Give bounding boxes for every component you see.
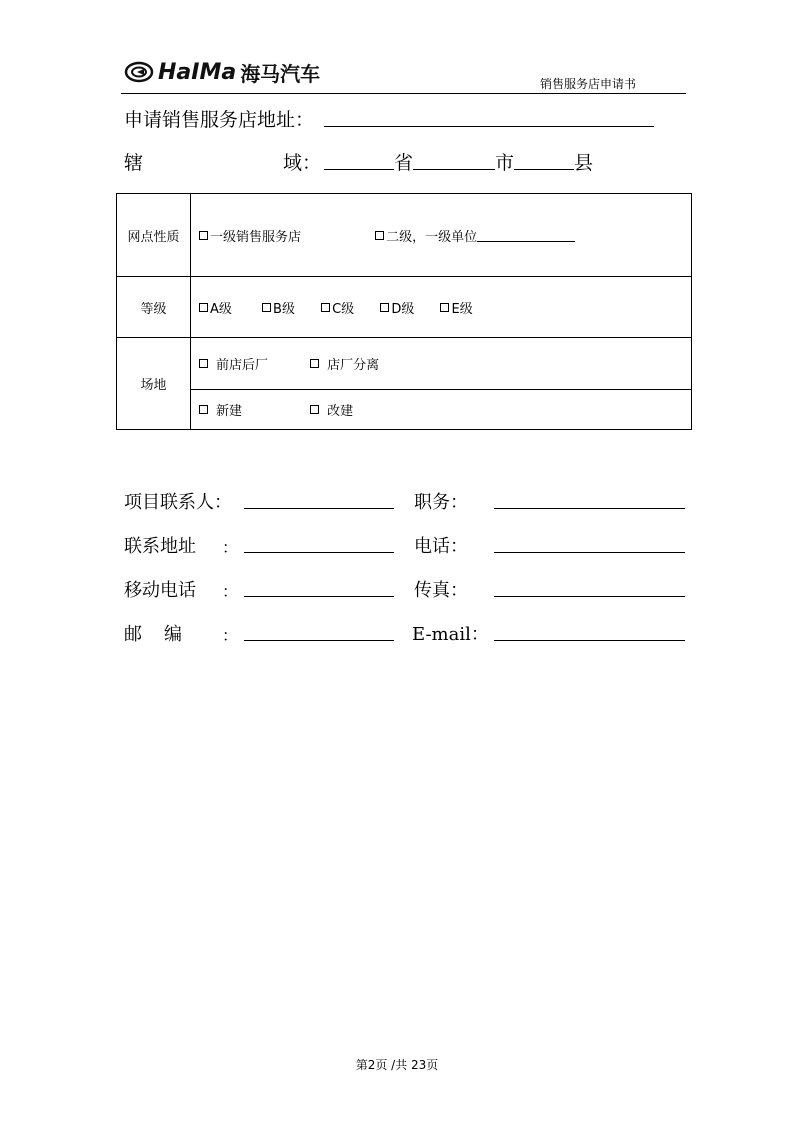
outlet-info-table [116, 193, 692, 430]
project-contact-field[interactable] [244, 508, 394, 509]
county-label: 县 [574, 152, 594, 174]
fax-label: 传真： [414, 580, 468, 601]
position-label: 职务： [414, 492, 468, 513]
option-renovation[interactable]: 改建 [310, 400, 353, 419]
mobile-field[interactable] [244, 596, 394, 597]
document-title: 销售服务店申请书 [540, 77, 637, 91]
checkbox-icon[interactable] [262, 303, 271, 312]
colon: ： [222, 626, 239, 645]
option-grade-c[interactable]: C级 [321, 298, 354, 317]
colon: ： [222, 538, 239, 557]
table-row [117, 277, 692, 338]
city-field[interactable] [413, 169, 495, 170]
checkbox-icon[interactable] [199, 405, 208, 414]
brand-name: HaIMa [158, 59, 237, 85]
colon: ： [222, 582, 239, 601]
checkbox-icon[interactable] [199, 303, 208, 312]
brand-logo [124, 58, 320, 86]
checkbox-icon[interactable] [199, 359, 208, 368]
phone-field[interactable] [494, 552, 685, 553]
option-new-build[interactable]: 新建 [199, 400, 242, 419]
site-label: 场地 [117, 338, 191, 430]
position-field[interactable] [494, 508, 685, 509]
option-grade-b[interactable]: B级 [262, 298, 295, 317]
province-label: 省 [394, 152, 414, 174]
province-field[interactable] [324, 169, 394, 170]
email-field[interactable] [494, 640, 685, 641]
option-grade-a[interactable]: A级 [199, 298, 232, 317]
outlet-nature-label: 网点性质 [117, 194, 191, 277]
postcode-field[interactable] [244, 640, 394, 641]
store-address-field[interactable] [324, 126, 654, 127]
phone-label: 电话： [414, 536, 468, 557]
table-row [117, 194, 692, 277]
option-front-store-rear-factory[interactable]: 前店后厂 [199, 354, 268, 373]
grade-label: 等级 [117, 277, 191, 338]
fax-field[interactable] [494, 596, 685, 597]
county-field[interactable] [514, 169, 574, 170]
city-label: 市 [495, 152, 515, 174]
header-divider [121, 93, 686, 94]
table-row [117, 338, 692, 390]
option-first-level-store[interactable]: 一级销售服务店 [199, 226, 301, 245]
jurisdiction-label-1: 辖 [124, 152, 144, 174]
page-number: 第2页 /共 23页 [355, 1058, 439, 1072]
first-level-unit-field[interactable] [477, 229, 575, 242]
email-label: E-mail： [412, 624, 489, 645]
table-row [117, 390, 692, 430]
checkbox-icon[interactable] [310, 405, 319, 414]
store-address-label: 申请销售服务店地址： [124, 109, 315, 131]
option-store-factory-separate[interactable]: 店厂分离 [310, 354, 379, 373]
postcode-label-2: 编 [164, 624, 182, 645]
checkbox-icon[interactable] [199, 231, 208, 240]
haima-logo-icon [124, 61, 154, 83]
contact-address-field[interactable] [244, 552, 394, 553]
postcode-label-1: 邮 [124, 624, 142, 645]
checkbox-icon[interactable] [321, 303, 330, 312]
mobile-label: 移动电话 [124, 580, 196, 601]
checkbox-icon[interactable] [380, 303, 389, 312]
checkbox-icon[interactable] [440, 303, 449, 312]
option-grade-d[interactable]: D级 [380, 298, 414, 317]
project-contact-label: 项目联系人： [124, 492, 232, 513]
option-grade-e[interactable]: E级 [440, 298, 472, 317]
brand-name-cn: 海马汽车 [240, 61, 321, 86]
option-second-level[interactable]: 二级，一级单位 [375, 226, 575, 245]
checkbox-icon[interactable] [375, 231, 384, 240]
checkbox-icon[interactable] [310, 359, 319, 368]
jurisdiction-label-2: 域： [283, 152, 322, 174]
contact-address-label: 联系地址 [124, 536, 196, 557]
